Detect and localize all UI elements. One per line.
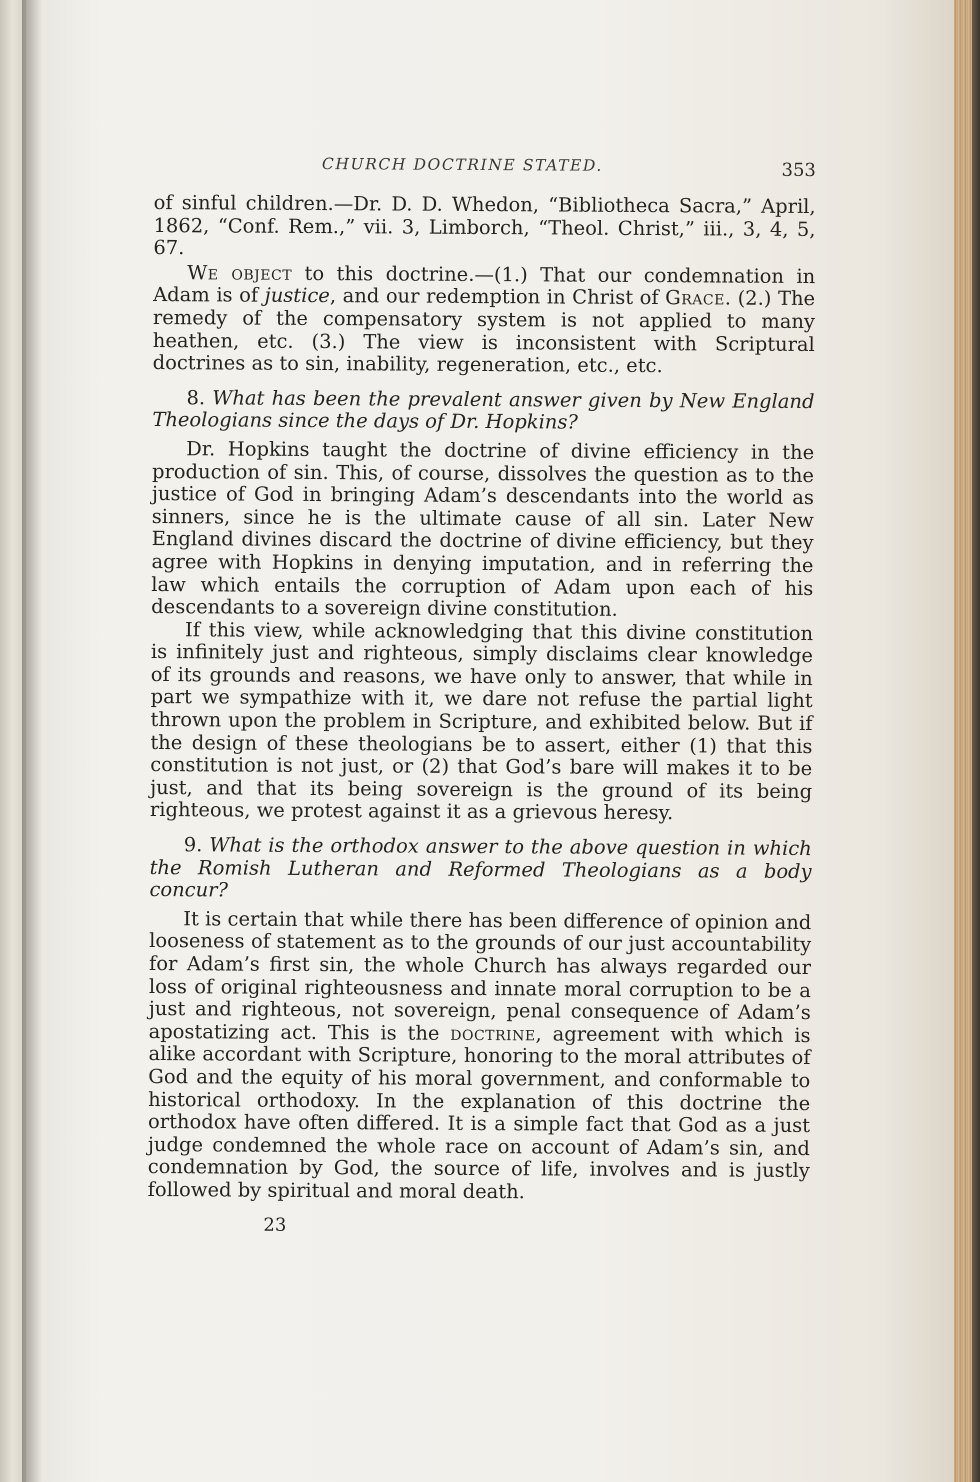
paragraph-view: If this view, while acknowledging that this divine constitution is infinitely just and righteous, simply disclaims clear knowledge of its grounds and reasons, we have only to answer, that while in part we sympathize with it, we dare not refuse the partial light thrown upon the problem in Scripture, and exhibited below. But if the design of these theologians be to assert, either (1) that this constitution is not just, or (2) that God’s bare will makes it to be just, and that its being sovereign is the ground of its being righteous, we protest against it as a grievous heresy.: [149, 617, 814, 825]
question-number: 8.: [186, 385, 206, 410]
paragraph-orthodox: It is certain that while there has been difference of opinion and looseness of statement as to the grounds of our just accountability for Adam’s first sin, the whole Church has always regarded our loss of original righteousness and innate moral corruption to be a just and righteous, not sovereign, penal consequence of Adam’s apostatizing act. This is the doctrine, agreement with which is alike accordant with Scripture, honoring to the moral attributes of God and the equity of his moral government, and conformable to historical orthodoxy. In the explanation of this doctrine the orthodox have often differed. It is a simple fact that God as a just judge condemned the whole race on account of Adam’s sin, and condemnation by God, the source of life, involves and is justly followed by spiritual and moral death.: [147, 907, 812, 1204]
signature-mark: 23: [263, 1214, 287, 1236]
book-page: [26, 0, 954, 1482]
paragraph-citation: of sinful children.—Dr. D. D. Whedon, “Bibliotheca Sacra,” April, 1862, “Conf. Rem.,” vii. 3, Limborch, “Theol. Christ,” iii., 3, 4, 5, 67.: [153, 190, 816, 260]
paragraph-hopkins: Dr. Hopkins taught the doctrine of divine efficiency in the production of sin. This, of course, dissolves the question as to the justice of God in bringing Adam’s descendants into the world as sinners, since he is the ultimate cause of all sin. Later New England divines discard the doctrine of divine efficiency, but they agree with Hopkins in denying imputation, and in referring the law which entails the corruption of Adam upon each of his descendants to a sovereign divine constitution.: [151, 437, 815, 621]
question-text: What has been the prevalent answer given by New England Theologians since the days of Dr. Hopkins?: [152, 386, 815, 434]
question-8: [152, 387, 814, 436]
question-text: What is the orthodox answer to the above question in which the Romish Lutheran and Reformed Theologians as a body concur?: [149, 833, 812, 902]
page-text: [147, 150, 816, 1240]
cover-edge: [972, 0, 980, 1482]
running-title: CHURCH DOCTRINE STATED.: [321, 155, 604, 175]
running-head: [154, 150, 816, 184]
gutter-shadow: [22, 0, 42, 1482]
question-9: [149, 834, 811, 906]
small-caps-lead: We object: [187, 260, 293, 285]
small-caps-doctrine: doctrine: [450, 1021, 536, 1046]
page-number: 353: [781, 159, 816, 182]
paragraph-objection: We object to this doctrine.—(1.) That our condemnation in Adam is of justice, and our redemption in Christ of Grace. (2.) The remedy of the compensatory system is not applied to many heathen, etc. (3.) The view is inconsistent with Scriptural doctrines as to sin, inability, regeneration, etc., etc.: [152, 260, 816, 378]
question-number: 9.: [183, 833, 203, 857]
small-caps-grace: Grace: [665, 286, 725, 310]
